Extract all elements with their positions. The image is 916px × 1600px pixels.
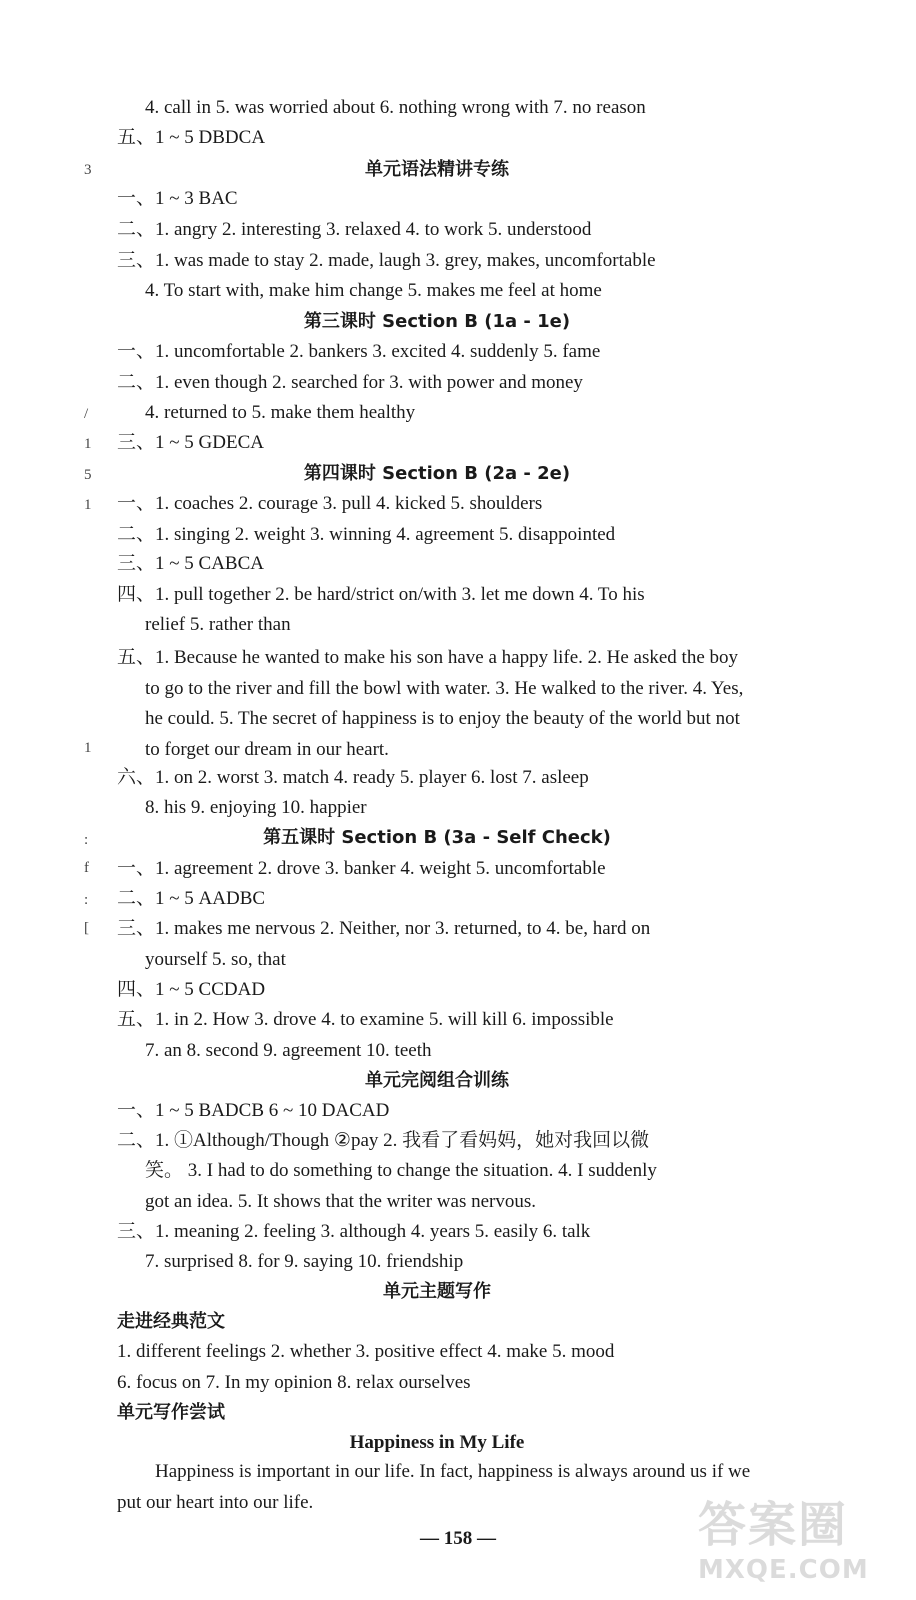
answer-line: 一、1. agreement 2. drove 3. banker 4. weight 5. uncomfortable xyxy=(117,858,606,879)
answer-line: 四、1 ~ 5 CCDAD xyxy=(117,979,266,1000)
answer-line: 一、1. uncomfortable 2. bankers 3. excited 4. suddenly 5. fame xyxy=(117,341,601,362)
sub-heading-attempt: 单元写作尝试 xyxy=(117,1402,225,1423)
page-number: — 158 — xyxy=(420,1528,496,1549)
answer-line: 三、1. meaning 2. feeling 3. although 4. years 5. easily 6. talk xyxy=(117,1221,591,1242)
answer-line: 二、1. angry 2. interesting 3. relaxed 4. to work 5. understood xyxy=(117,219,592,240)
margin-mark: f xyxy=(84,860,89,876)
answer-line: yourself 5. so, that xyxy=(145,949,286,970)
margin-mark: 1 xyxy=(84,497,92,513)
answer-line: 一、1 ~ 3 BAC xyxy=(117,188,238,209)
section-heading-grammar: 单元语法精讲专练 xyxy=(365,159,509,180)
essay-paragraph: Happiness is important in our life. In fact, happiness is always around us if we put our heart into our life. xyxy=(117,1461,751,1513)
answer-line: 一、1. coaches 2. courage 3. pull 4. kicked 5. shoulders xyxy=(117,493,543,514)
answer-paragraph-text: 五、1. Because he wanted to make his son have a happy life. 2. He asked the boy to go to the river and fill the bowl with water. 3. He walked to the river. 4. Yes, he could. 5. The secret of happiness is to enjoy the beauty of the world but not to forget our dream in our heart. xyxy=(117,647,744,760)
answer-line: 7. an 8. second 9. agreement 10. teeth xyxy=(145,1040,432,1061)
answer-line: 4. call in 5. was worried about 6. nothing wrong with 7. no reason xyxy=(145,97,646,118)
margin-mark: : xyxy=(84,832,89,848)
margin-mark: 3 xyxy=(84,162,92,178)
essay-title: Happiness in My Life xyxy=(349,1432,525,1453)
margin-mark: / xyxy=(84,406,89,422)
answer-line: 7. surprised 8. for 9. saying 10. friendship xyxy=(145,1251,464,1272)
sub-heading-model: 走进经典范文 xyxy=(117,1311,225,1332)
margin-mark: [ xyxy=(84,920,89,936)
answer-line: 1. different feelings 2. whether 3. positive effect 4. make 5. mood xyxy=(117,1341,615,1362)
margin-mark: 1 xyxy=(84,436,92,452)
answer-line: 二、1. singing 2. weight 3. winning 4. agreement 5. disappointed xyxy=(117,524,616,545)
answer-line: 4. returned to 5. make them healthy xyxy=(145,402,416,423)
watermark-text-bottom: MXQE.COM xyxy=(698,1555,869,1585)
answer-line: 四、1. pull together 2. be hard/strict on/with 3. let me down 4. To his xyxy=(117,584,645,605)
answer-line: 三、1. was made to stay 2. made, laugh 3. grey, makes, uncomfortable xyxy=(117,250,656,271)
section-heading-lesson5: 第五课时 Section B (3a - Self Check) xyxy=(263,827,611,848)
answer-line: 二、1. even though 2. searched for 3. with power and money xyxy=(117,372,583,393)
watermark-logo xyxy=(698,1486,888,1586)
answer-line: 五、1 ~ 5 DBDCA xyxy=(117,127,266,148)
answer-line: relief 5. rather than xyxy=(145,614,291,635)
answer-line: 五、1. in 2. How 3. drove 4. to examine 5. will kill 6. impossible xyxy=(117,1009,614,1030)
answer-line: 一、1 ~ 5 BADCB 6 ~ 10 DACAD xyxy=(117,1100,390,1121)
answer-line: 二、1. ①Although/Though ②pay 2. 我看了看妈妈，她对我回以微 xyxy=(117,1130,650,1151)
section-heading-lesson3: 第三课时 Section B (1a - 1e) xyxy=(303,311,571,332)
answer-paragraph-wu xyxy=(117,643,757,765)
answer-line: 4. To start with, make him change 5. makes me feel at home xyxy=(145,280,602,301)
section-heading-cloze: 单元完阅组合训练 xyxy=(365,1070,509,1091)
answer-line: 三、1 ~ 5 CABCA xyxy=(117,553,264,574)
watermark-text-top: 答案圈 xyxy=(698,1497,849,1553)
answer-line: 二、1 ~ 5 AADBC xyxy=(117,888,266,909)
answer-line: 笑。 3. I had to do something to change the situation. 4. I suddenly xyxy=(145,1160,657,1181)
answer-line: 三、1. makes me nervous 2. Neither, nor 3. returned, to 4. be, hard on xyxy=(117,918,651,939)
section-heading-lesson4: 第四课时 Section B (2a - 2e) xyxy=(303,463,571,484)
margin-mark: : xyxy=(84,892,89,908)
margin-mark: 1 xyxy=(84,740,92,756)
answer-line: 六、1. on 2. worst 3. match 4. ready 5. player 6. lost 7. asleep xyxy=(117,767,589,788)
answer-line: got an idea. 5. It shows that the writer was nervous. xyxy=(145,1191,536,1212)
answer-line: 6. focus on 7. In my opinion 8. relax ourselves xyxy=(117,1372,471,1393)
margin-mark: 5 xyxy=(84,467,92,483)
answer-line: 8. his 9. enjoying 10. happier xyxy=(145,797,367,818)
section-heading-writing: 单元主题写作 xyxy=(383,1281,491,1302)
answer-line: 三、1 ~ 5 GDECA xyxy=(117,432,264,453)
